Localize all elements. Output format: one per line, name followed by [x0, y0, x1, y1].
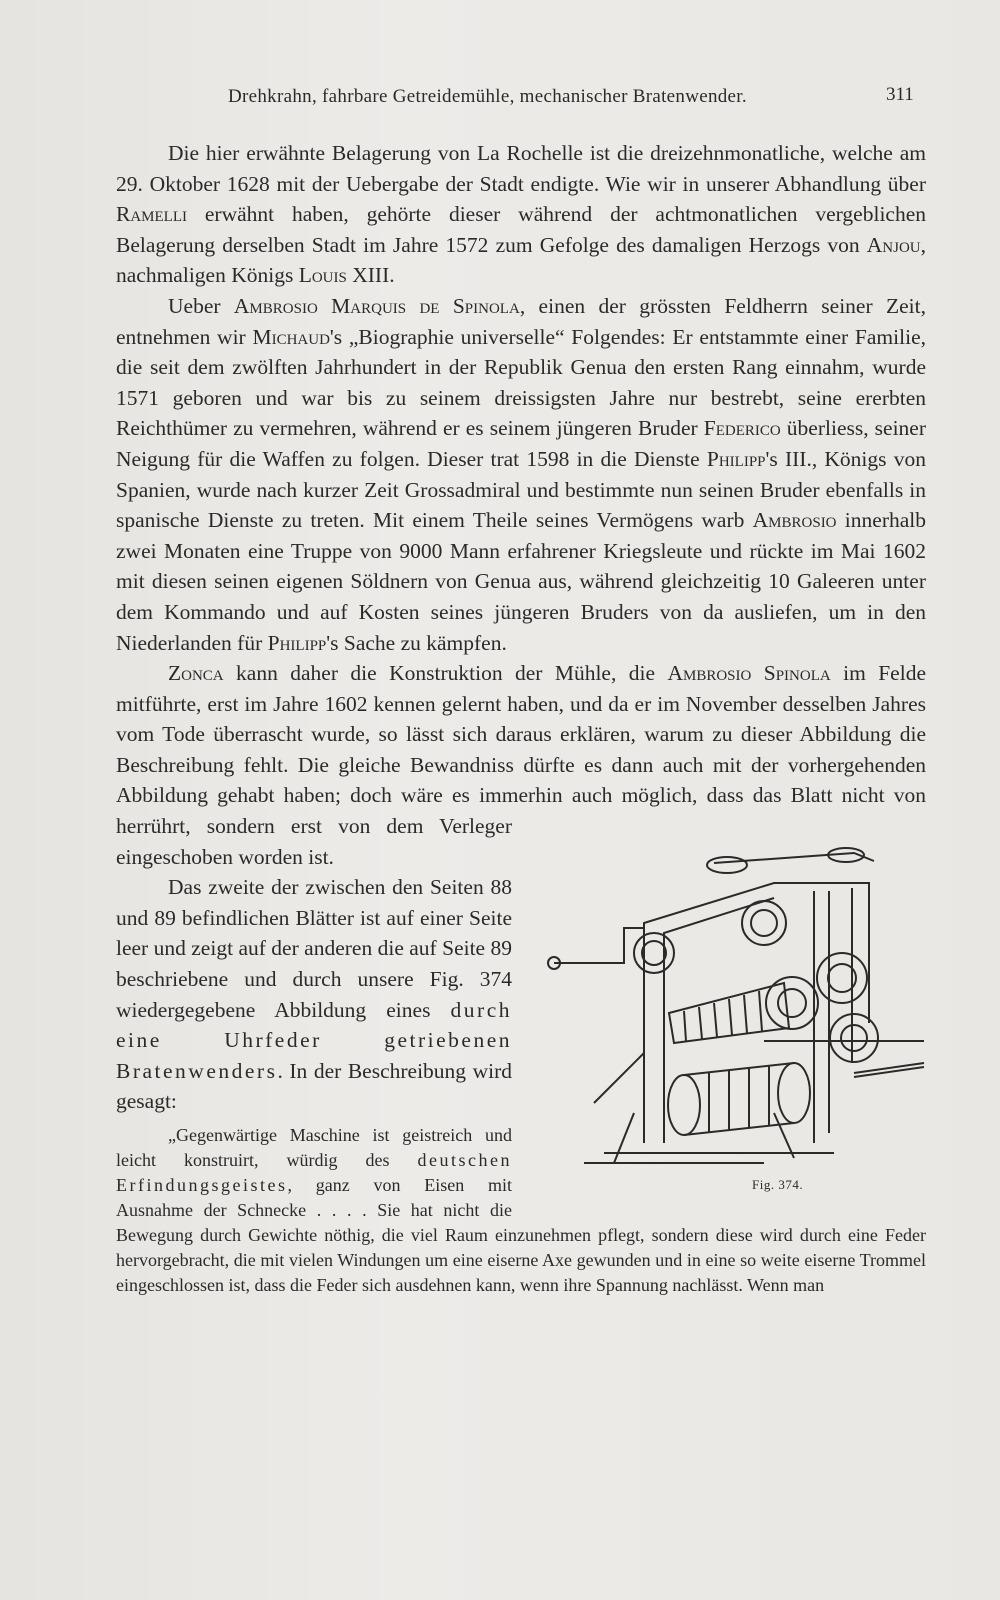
name-louis: Louis — [298, 263, 347, 288]
paragraph-zonca: Zonca kann daher die Konstruktion der Mühle, die Ambrosio Spinola im Felde mitführte, erst im Jahre 1602 kennen gelernt haben, und da er im November desselben Jahres vom Tode überrascht wurde, so lässt sich daraus erklären, warum zu dieser Abbildung die Beschreibung fehlt. Die gleiche Bewandniss dürfte es dann auch mit der vorhergehenden Abbildung gehabt haben; doch wäre es immerhin auch möglich, dass das Blatt nicht von Fig. 374. herrührt, sondern erst von dem Verleger eingeschoben worden ist. — [116, 658, 926, 872]
roasting-jack-illustration — [524, 813, 926, 1165]
paragraph-la-rochelle: Die hier erwähnte Belagerung von La Rochelle ist die dreizehnmonatliche, welche am 29. Oktober 1628 mit der Uebergabe der Stadt endigte. Wie wir in unserer Abhandlung über Ramelli erwähnt haben, gehörte dieser während der achtmonatlichen vergeblichen Belagerung derselben Stadt im Jahre 1572 zum Gefolge des damaligen Herzogs von Anjou, nachmaligen Königs Louis XIII. — [116, 141, 926, 288]
spaced-emphasis: durch eine Uhrfeder getriebenen Bratenwenders — [116, 997, 512, 1083]
paragraph-spinola: Ueber Ambrosio Marquis de Spinola, einen der grössten Feldherrn seiner Zeit, entnehmen wir Michaud's „Biographie universelle“ Folgendes: Er entstammte einer Familie, die seit dem zwölften Jahrhundert in der Republik Genua den ersten Rang einnahm, wurde 1571 geboren und war bis zu seinem dreissigsten Jahre nur bestrebt, seine ererbten Reichthümer zu vermehren, während er es seinem jüngeren Bruder Federico überliess, seiner Neigung für die Waffen zu folgen. Dieser trat 1598 in die Dienste Philipp's III., Königs von Spanien, wurde nach kurzer Zeit Grossadmiral und bestimmte nun seinen Bruder ebenfalls in spanische Dienste zu treten. Mit einem Theile seines Vermögens warb Ambrosio innerhalb zwei Monaten eine Truppe von 9000 Mann erfahrener Kriegsleute und rückte im Mai 1602 mit diesen seinen eigenen Söldnern von Genua aus, während gleichzeitig 10 Galeeren unter dem Kommando und auf Kosten seines jüngeren Bruders von da ausliefen, um in den Niederlanden für Philipp's Sache zu kämpfen. — [116, 293, 927, 655]
figure-caption: Fig. 374. — [752, 1177, 804, 1193]
body-text — [116, 138, 926, 1298]
name-federico: Federico — [703, 416, 781, 441]
paragraph-bratenwender: Das zweite der zwischen den Seiten 88 und 89 befindlichen Blätter ist auf einer Seite leer und zeigt auf der anderen die auf Seite 89 beschriebene und durch unsere Fig. 374 wiedergegebene Abbildung eines durch eine Uhrfeder getriebenen Bratenwenders. In der Beschreibung wird gesagt: — [116, 875, 512, 1114]
running-head: Drehkrahn, fahrbare Getreidemühle, mechanischer Bratenwender. — [228, 86, 747, 107]
name-philipp: Philipp — [706, 446, 766, 471]
name-spinola: Ambrosio Marquis de Spinola — [233, 293, 520, 318]
block-quote: „Gegenwärtige Maschine ist geistreich und leicht konstruirt, würdig des deutschen Erfindungsgeistes, ganz von Eisen mit Ausnahme der Schnecke . . . . Sie hat nicht die Bewegung durch Gewichte nöthig, die viel Raum einzunehmen pflegt, sondern diese wird durch eine Feder hervorgebracht, die mit vielen Windungen um eine eiserne Axe gewunden und in eine so weite eiserne Trommel eingeschlossen ist, dass die Feder sich ausdehnen kann, wenn ihre Spannung nachlässt. Wenn man — [116, 1125, 926, 1295]
figure-374 — [524, 813, 926, 1205]
name-ramelli: Ramelli — [116, 202, 187, 227]
name-anjou: Anjou — [866, 232, 921, 257]
name-zonca: Zonca — [168, 661, 224, 686]
name-ambrosio: Ambrosio — [752, 508, 837, 533]
name-philipp: Philipp — [267, 630, 327, 655]
spaced-emphasis: deutschen Erfindungsgeistes — [116, 1150, 512, 1195]
name-michaud: Michaud — [252, 324, 330, 349]
page-number: 311 — [886, 84, 914, 105]
name-ambrosio-spinola: Ambrosio Spinola — [667, 661, 831, 686]
